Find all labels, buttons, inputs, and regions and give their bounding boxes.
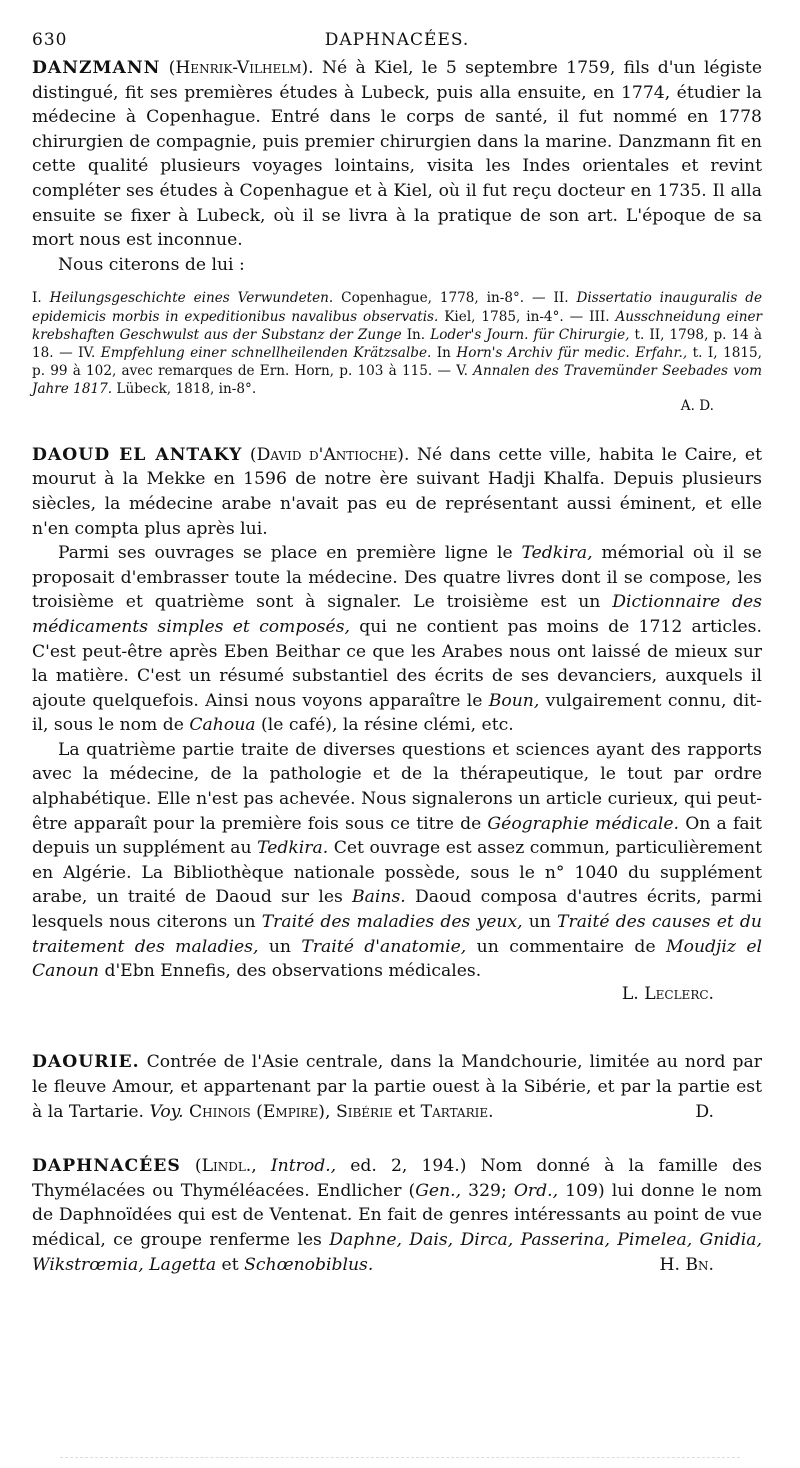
citation: ed. 2, 194.) bbox=[350, 1156, 467, 1177]
person-name: (David d'Antioche). bbox=[249, 444, 410, 465]
work-title: Géographie médicale. bbox=[487, 813, 680, 834]
term: Boun, bbox=[488, 690, 540, 711]
bib-title: Ausschneidung einer krebshaften Geschwulst aus der Substanz der Zunge bbox=[32, 308, 763, 343]
entry-paragraph bbox=[32, 738, 762, 984]
bib-text: In. bbox=[406, 326, 426, 343]
paragraph-text: un commentaire de bbox=[476, 936, 656, 957]
bib-journal: Loder's Journ. für Chirurgie, bbox=[430, 326, 630, 343]
entry-paragraph bbox=[32, 56, 762, 253]
person-name: (Henrik-Vilhelm). bbox=[168, 58, 314, 78]
paragraph-text: Nom donné à la famille des Thymélacées ou Thyméléacées. Endlicher ( bbox=[32, 1156, 763, 1201]
work-title: Tedkira. bbox=[257, 838, 329, 859]
paragraph-text: un bbox=[528, 912, 551, 933]
bib-title: Empfehlung einer schnellheilenden Krätzsalbe. bbox=[100, 344, 432, 361]
see-also-label: Voy. bbox=[149, 1101, 184, 1122]
paragraph-text: vulgairement connu, dit-il, sous le nom de bbox=[32, 690, 762, 736]
paragraph-text: Né à Kiel, le 5 septembre 1759, fils d'un légiste distingué, fit ses premières études à Lubeck, puis alla ensuite, en 1774, étudier la médecine à Copenhague. Entré dans le corps de santé, il fut nommé en 1778 chirurgien de compagnie, puis premier chirurgien dans la marine. Danzmann fit en cette qualité plusieurs voyages lointains, visita les Indes orientales et revint compléter ses études à Copenhague et à Kiel, où il fut reçu docteur en 1735. Il alla ensuite se fixer à Lubeck, où il se livra à la pratique de son art. L'époque de sa mort nous est inconnue. bbox=[32, 58, 763, 251]
running-head bbox=[32, 30, 762, 56]
work-title: Bains. bbox=[352, 887, 406, 908]
citation-title: Introd., bbox=[270, 1156, 337, 1177]
page-number: 630 bbox=[32, 30, 68, 50]
headword: DAPHNACÉES bbox=[32, 1156, 181, 1177]
entry-daoud bbox=[32, 443, 762, 1007]
cross-reference: Sibérie bbox=[335, 1101, 393, 1122]
paragraph-text: et bbox=[221, 1254, 239, 1275]
paragraph-text: Né dans cette ville, habita le Caire, et mourut à la Mekke en 1596 de notre ère suivant Hadji Khalfa. Depuis plusieurs siècles, la médecine arabe n'avait pas eu de représentant aussi éminent, et elle n'en compta plus après lui. bbox=[32, 444, 762, 539]
work-title: Traité des causes et du traitement des maladies, bbox=[32, 912, 762, 957]
running-title: DAPHNACÉES. bbox=[324, 30, 470, 50]
entry-paragraph bbox=[32, 1154, 762, 1277]
paragraph-text: d'Ebn Ennefis, des observations médicales. bbox=[104, 961, 482, 982]
bib-text: In bbox=[436, 344, 451, 361]
author-signature: D. bbox=[695, 1101, 714, 1122]
entry-paragraph bbox=[32, 1050, 762, 1124]
entry-paragraph bbox=[32, 541, 762, 738]
bib-text: Lübeck, 1818, in-8°. bbox=[116, 381, 257, 398]
entry-daourie bbox=[32, 1050, 762, 1124]
bib-journal: Horn's Archiv für medic. Erfahr., bbox=[456, 344, 688, 361]
paragraph-text: La quatrième partie traite de diverses questions et sciences ayant des rapports avec la médecine, de la pathologie et de la thérapeutique, le tout par ordre alphabétique. Elle n'est pas achevée. Nous signalerons un article curieux, qui peut-être apparaît pour la première fois sous ce titre de bbox=[32, 739, 762, 834]
bib-title: Heilungsgeschichte eines Verwundeten. bbox=[49, 290, 334, 307]
citation-title: Ord., bbox=[513, 1180, 559, 1201]
work-title: Tedkira, bbox=[521, 543, 593, 564]
work-title: Moudjiz el Canoun bbox=[32, 936, 762, 982]
bib-text: I. bbox=[32, 290, 42, 307]
citation: (Lindl., bbox=[194, 1156, 257, 1177]
author-signature: H. Bn. bbox=[659, 1254, 714, 1275]
work-title: Traité des maladies des yeux, bbox=[261, 912, 523, 933]
entry-paragraph: Nous citerons de lui : bbox=[58, 254, 245, 275]
headword: DAOUD EL ANTAKY bbox=[32, 444, 243, 465]
bib-text: t. II, 1798, p. 14 à 18. — IV. bbox=[32, 326, 762, 361]
bib-text: t. I, 1815, p. 99 à 102, avec remarques de Ern. Horn, p. 103 à 115. — V. bbox=[32, 344, 762, 380]
paragraph-text: un bbox=[268, 936, 291, 957]
genus-list: Daphne, Dais, Dirca, Passerina, Pimelea, Gnidia, Wikstrœmia, Lagetta bbox=[32, 1229, 762, 1275]
paragraph-text: 329; bbox=[468, 1180, 507, 1201]
headword: DAOURIE. bbox=[32, 1052, 140, 1073]
paragraph-text: Parmi ses ouvrages se place en première ligne le bbox=[58, 543, 513, 564]
term: Cahoua bbox=[189, 715, 256, 736]
author-signature: L. Leclerc. bbox=[621, 983, 714, 1004]
paragraph-text: mémorial où il se proposait d'embrasser toute la médecine. Des quatre livres dont il se compose, les troisième et quatrième sont à signaler. Le troisième est un bbox=[32, 543, 762, 613]
page-bottom-rule bbox=[60, 1457, 740, 1458]
cross-reference: Tartarie. bbox=[420, 1101, 494, 1122]
bib-title: Dissertatio inauguralis de epidemicis morbis in expeditionibus navalibus observatis. bbox=[32, 290, 763, 325]
cross-reference: Chinois (Empire), bbox=[189, 1101, 331, 1122]
headword: DANZMANN bbox=[32, 58, 161, 78]
paragraph-text: Contrée de l'Asie centrale, dans la Mandchourie, limitée au nord par le fleuve Amour, et appartenant par la partie ouest à la Sibérie, et par la partie est à la Tartarie. bbox=[32, 1052, 762, 1122]
paragraph-text: et bbox=[398, 1101, 416, 1122]
author-signature: A. D. bbox=[680, 397, 714, 414]
bib-title: Annalen des Travemünder Seebades vom Jahre 1817. bbox=[32, 363, 762, 398]
entry-daphnacees bbox=[32, 1154, 762, 1277]
entry-paragraph bbox=[32, 443, 762, 541]
work-title: Dictionnaire des médicaments simples et composés, bbox=[32, 592, 762, 637]
paragraph-text: Daoud composa d'autres écrits, parmi lesquels nous citerons un bbox=[32, 887, 762, 933]
entry-danzmann bbox=[32, 56, 762, 415]
paragraph-text: Cet ouvrage est assez commun, particulièrement en Algérie. La Bibliothèque nationale possède, sous le n° 1040 du supplément arabe, un traité de Daoud sur les bbox=[32, 838, 763, 908]
work-title: Traité d'anatomie, bbox=[301, 936, 467, 957]
bib-text: Copenhague, 1778, in-8°. — II. bbox=[341, 290, 569, 307]
paragraph-text: qui ne contient pas moins de 1712 articles. C'est peut-être après Eben Beithar ce que les Arabes nous ont laissé de mieux sur la matière. C'est un résumé substantiel des écrits de ses devanciers, auxquels il ajoute quelquefois. Ainsi nous voyons apparaître le bbox=[32, 616, 762, 711]
genus-name: Schœnobiblus. bbox=[244, 1254, 374, 1275]
paragraph-text: On a fait depuis un supplément au bbox=[32, 813, 762, 859]
bib-text: Kiel, 1785, in-4°. — III. bbox=[444, 308, 610, 325]
paragraph-text: (le café), la résine clémi, etc. bbox=[261, 715, 514, 736]
bibliography bbox=[32, 289, 762, 414]
citation-title: Gen., bbox=[415, 1180, 462, 1201]
paragraph-text: 109) lui donne le nom de Daphnoïdées qui est de Ventenat. En fait de genres intéressants au point de vue médical, ce groupe renferme les bbox=[32, 1180, 762, 1250]
